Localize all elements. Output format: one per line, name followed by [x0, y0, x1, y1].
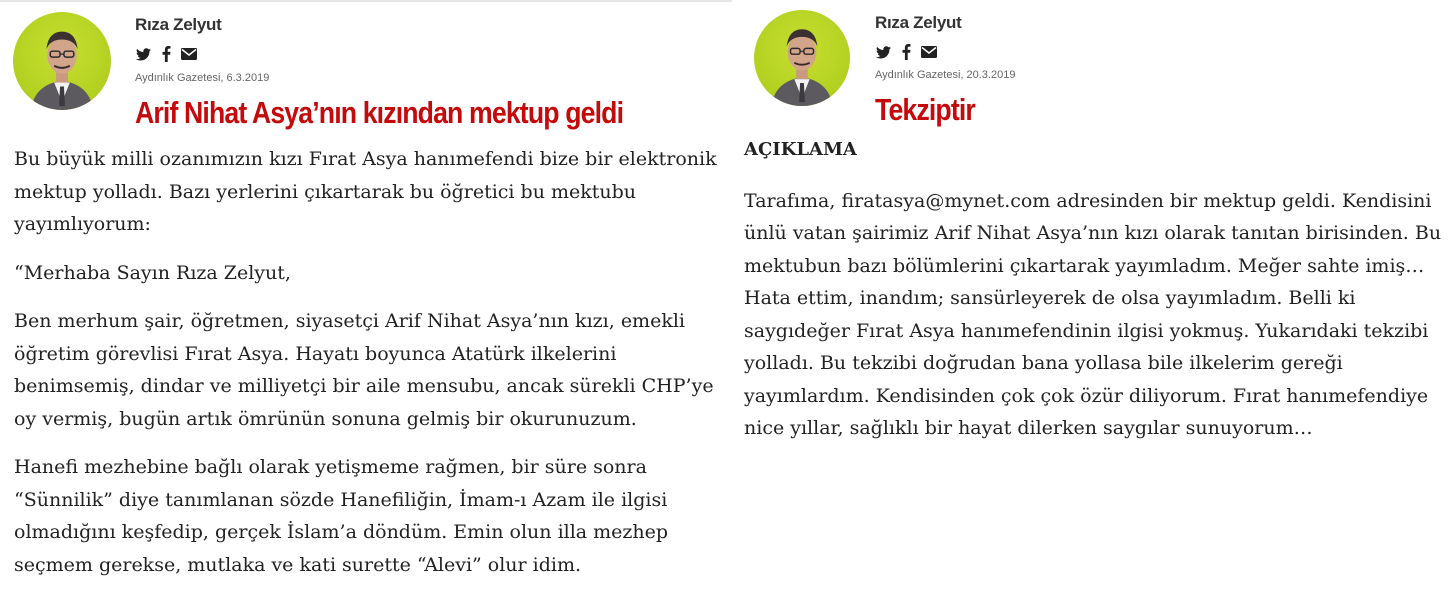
author-avatar: [754, 10, 850, 106]
paragraph: Ben merhum şair, öğretmen, siyasetçi Arif Nihat Asya’nın kızı, emekli öğretim görevlisi Fırat Asya. Hayatı boyunca Atatürk ilkelerini benimsemiş, dindar ve milliyetçi bir aile mensubu, ancak sürekli CHP’ye oy vermiş, bugün artık ömrünün sonuna gelmiş bir okurunuzum.: [14, 310, 714, 430]
facebook-icon[interactable]: [158, 46, 174, 62]
article-title[interactable]: Arif Nihat Asya’nın kızından mektup geldi: [135, 95, 624, 130]
email-icon[interactable]: [921, 44, 937, 60]
paragraph: Hanefi mezhebine bağlı olarak yetişmeme rağmen, bir süre sonra “Sünnilik” diye tanımlanan sözde Hanefiliğin, İmam-ı Azam ile ilgisi olmadığını keşfedip, gerçek İslam’a döndüm. Emin olun illa mezhep seçmem gerekse, mutlaka ve kati surette “Alevi” olur idim.: [14, 456, 669, 576]
facebook-icon[interactable]: [898, 44, 914, 60]
paragraph: Tarafıma, firatasya@mynet.com adresinden bir mektup geldi. Kendisini ünlü vatan şairimiz Arif Nihat Asya’nın kızı olarak tanıtan birisinden. Bu mektubun bazı bölümlerini çıkartarak yayımladım. Meğer sahte imiş… Hata ettim, inandım; sansürleyerek de olsa yayımladım. Belli ki saygıdeğer Fırat Asya hanımefendinin ilgisi yokmuş. Yukarıdaki tekzibi yolladı. Bu tekzibi doğrudan bana yollasa bile ilkelerim gereği yayımlardım. Kendisinden çok çok özür diliyorum. Fırat hanımefendiye nice yıllar, sağlıklı bir hayat dilerken saygılar sunuyorum…: [744, 189, 1442, 439]
social-links: [135, 46, 197, 62]
paragraph: Bu büyük milli ozanımızın kızı Fırat Asya hanımefendi bize bir elektronik mektup yolladı. Bazı yerlerini çıkartarak bu öğretici bu mektubu yayımlıyorum:: [14, 148, 717, 235]
top-divider: [0, 0, 732, 2]
author-name[interactable]: Rıza Zelyut: [875, 13, 962, 32]
source-date: Aydınlık Gazetesi, 6.3.2019: [135, 72, 270, 84]
article-title[interactable]: Tekziptir: [875, 92, 975, 127]
twitter-icon[interactable]: [135, 46, 151, 62]
source-date: Aydınlık Gazetesi, 20.3.2019: [875, 69, 1016, 81]
section-label: AÇIKLAMA: [744, 139, 857, 160]
article-body: [744, 134, 1454, 461]
author-portrait-icon: [13, 12, 111, 110]
twitter-icon[interactable]: [875, 44, 891, 60]
paragraph: “Merhaba Sayın Rıza Zelyut,: [14, 261, 291, 284]
email-icon[interactable]: [181, 46, 197, 62]
article-right: [738, 0, 1454, 595]
social-links: [875, 44, 937, 60]
article-body: [14, 143, 732, 595]
author-name[interactable]: Rıza Zelyut: [135, 15, 222, 34]
author-avatar: [13, 12, 111, 110]
author-portrait-icon: [754, 10, 850, 106]
